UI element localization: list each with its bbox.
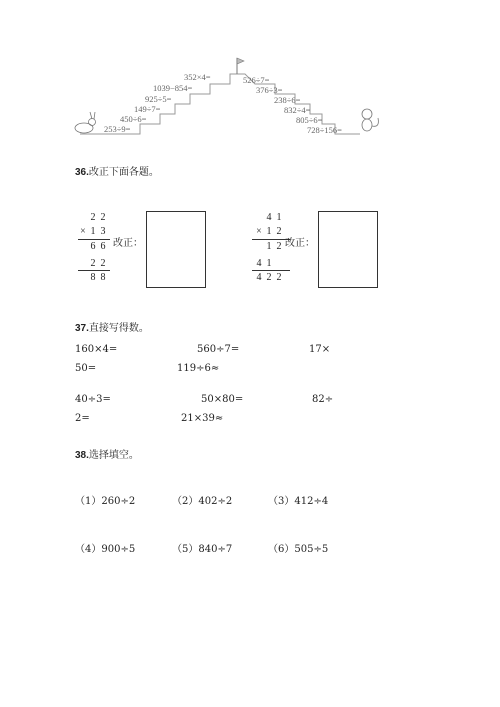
left-row-4: 2 2 bbox=[90, 258, 106, 269]
left-step-3: 925÷5= bbox=[145, 94, 172, 104]
left-step-6: 253÷9= bbox=[104, 124, 131, 134]
q37-item-7-cont: 2= bbox=[75, 413, 90, 424]
left-row-3: 6 6 bbox=[90, 241, 106, 252]
q36-right-fix-label: 改正： bbox=[285, 238, 315, 249]
q37-item-3: 17× bbox=[309, 344, 331, 355]
right-step-3: 238÷6= bbox=[274, 95, 301, 105]
q38-item-5: （5）840÷7 bbox=[172, 544, 233, 555]
monkey-icon bbox=[362, 109, 378, 131]
q37-item-1: 160×4= bbox=[75, 344, 118, 355]
q37-item-6: 50×80= bbox=[201, 394, 244, 405]
q36-title: 改正下面各题。 bbox=[88, 167, 159, 178]
staircase-illustration bbox=[60, 52, 400, 142]
left-rule-1 bbox=[78, 239, 110, 240]
right-rule-2 bbox=[252, 270, 290, 271]
q38-item-3: （3）412÷4 bbox=[268, 496, 329, 507]
q38-heading bbox=[75, 446, 139, 461]
left-row-5: 8 8 bbox=[90, 272, 106, 283]
q36-right-multiplication bbox=[244, 212, 294, 287]
q37-item-4: 119÷6≈ bbox=[177, 363, 220, 374]
q36-heading bbox=[75, 163, 159, 178]
left-step-5: 450÷6= bbox=[120, 114, 147, 124]
right-step-1: 526÷7= bbox=[243, 75, 270, 85]
q37-item-8: 21×39≈ bbox=[181, 413, 224, 424]
q37-number: 37. bbox=[75, 323, 89, 334]
q38-title: 选择填空。 bbox=[88, 450, 139, 461]
q37-item-7: 82÷ bbox=[312, 394, 334, 405]
q36-number: 36. bbox=[75, 167, 89, 178]
q37-title: 直接写得数。 bbox=[88, 323, 149, 334]
right-step-5: 805÷6= bbox=[296, 115, 323, 125]
rabbit-icon bbox=[75, 112, 96, 133]
right-step-2: 376÷3= bbox=[256, 85, 283, 95]
left-row-1: 2 2 bbox=[90, 212, 106, 223]
q38-item-1: （1）260÷2 bbox=[75, 496, 136, 507]
q37-item-2: 560÷7= bbox=[197, 344, 240, 355]
left-row-2: × 1 3 bbox=[80, 226, 106, 237]
left-step-1: 352×4= bbox=[184, 72, 211, 82]
right-row-1: 4 1 bbox=[266, 212, 282, 223]
left-step-2: 1039−854= bbox=[153, 83, 193, 93]
left-rule-2 bbox=[78, 270, 110, 271]
right-row-3: 1 2 bbox=[266, 241, 282, 252]
q38-item-2: （2）402÷2 bbox=[172, 496, 233, 507]
q37-item-3-cont: 50= bbox=[75, 363, 97, 374]
left-step-4: 149÷7= bbox=[134, 104, 161, 114]
q36-left-multiplication bbox=[78, 212, 118, 287]
right-row-4: 4 1 bbox=[256, 258, 272, 269]
q38-number: 38. bbox=[75, 450, 89, 461]
q37-item-5: 40÷3= bbox=[75, 394, 111, 405]
right-row-2: × 1 2 bbox=[256, 226, 282, 237]
q37-heading bbox=[75, 319, 149, 334]
q38-item-6: （6）505÷5 bbox=[268, 544, 329, 555]
right-step-6: 728÷156= bbox=[307, 125, 342, 135]
q36-left-fix-label: 改正： bbox=[113, 238, 143, 249]
q36-right-answer-box[interactable] bbox=[318, 211, 378, 288]
q38-item-4: （4）900÷5 bbox=[75, 544, 136, 555]
flag-icon bbox=[237, 58, 244, 64]
q36-left-answer-box[interactable] bbox=[146, 211, 206, 288]
right-step-4: 832÷4= bbox=[284, 105, 311, 115]
right-row-5: 4 2 2 bbox=[256, 272, 282, 283]
